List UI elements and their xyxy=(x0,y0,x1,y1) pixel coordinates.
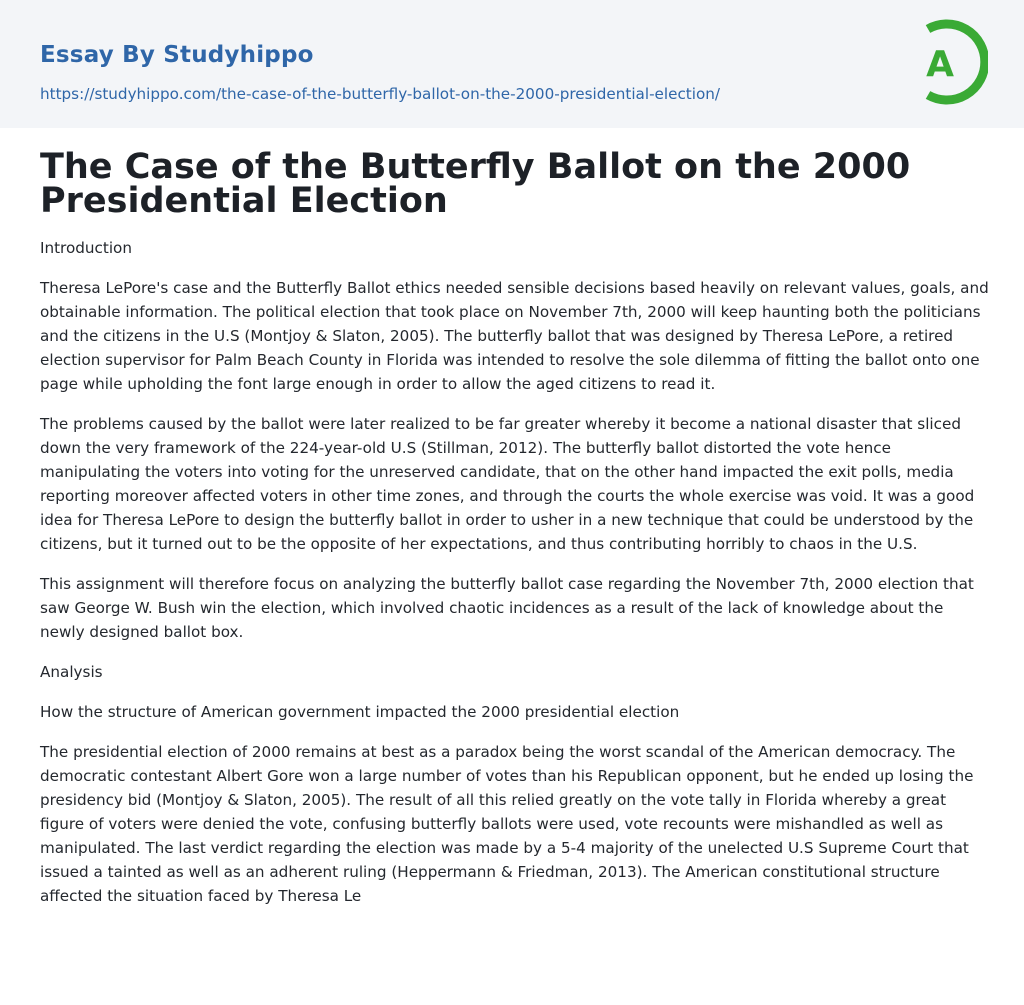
article-body xyxy=(40,147,990,908)
brand-title[interactable]: Essay By Studyhippo xyxy=(40,42,314,68)
paragraph: Theresa LePore's case and the Butterfly Ballot ethics needed sensible decisions based heavily on relevant values, goals, and obtainable information. The political election that took place on November 7th, 2000 will keep haunting both the politicians and the citizens in the U.S (Montjoy & Slaton, 2005). The butterfly ballot that was designed by Theresa LePore, a retired election supervisor for Palm Beach County in Florida was intended to resolve the sole dilemma of fitting the ballot onto one page while upholding the font large enough in order to allow the aged citizens to read it. xyxy=(40,279,989,393)
article-url-link[interactable]: https://studyhippo.com/the-case-of-the-butterfly-ballot-on-the-2000-presidential-election/ xyxy=(40,85,721,103)
studyhippo-logo-icon[interactable] xyxy=(910,18,988,106)
paragraph: The presidential election of 2000 remains at best as a paradox being the worst scandal of the American democracy. The democratic contestant Albert Gore won a large number of votes than his Republican opponent, but he ended up losing the presidency bid (Montjoy & Slaton, 2005). The result of all this relied greatly on the vote tally in Florida whereby a great figure of voters were denied the vote, confusing butterfly ballots were used, vote recounts were mishandled as well as manipulated. The last verdict regarding the election was made by a 5-4 majority of the unelected U.S Supreme Court that issued a tainted as well as an adherent ruling (Heppermann & Friedman, 2013). The American constitutional structure affected the situation faced by Theresa Le xyxy=(40,743,974,905)
paragraph: The problems caused by the ballot were later realized to be far greater whereby it become a national disaster that sliced down the very framework of the 224-year-old U.S (Stillman, 2012). The butterfly ballot distorted the vote hence manipulating the voters into voting for the unreserved candidate, that on the other hand impacted the exit polls, media reporting moreover affected voters in other time zones, and through the courts the whole exercise was void. It was a good idea for Theresa LePore to design the butterfly ballot in order to usher in a new technique that could be understood by the citizens, but it turned out to be the opposite of her expectations, and thus contributing horribly to chaos in the U.S. xyxy=(40,415,975,553)
introduction-label: Introduction xyxy=(40,239,132,257)
site-header xyxy=(0,0,1024,128)
paragraph: This assignment will therefore focus on analyzing the butterfly ballot case regarding the November 7th, 2000 election that saw George W. Bush win the election, which involved chaotic incidences as a result of the lack of knowledge about the newly designed ballot box. xyxy=(40,575,974,641)
analysis-subheading: How the structure of American government impacted the 2000 presidential election xyxy=(40,703,680,721)
analysis-label: Analysis xyxy=(40,663,103,681)
article-title: The Case of the Butterfly Ballot on the 2000 Presidential Election xyxy=(40,147,911,221)
logo-letter: A xyxy=(926,44,954,85)
